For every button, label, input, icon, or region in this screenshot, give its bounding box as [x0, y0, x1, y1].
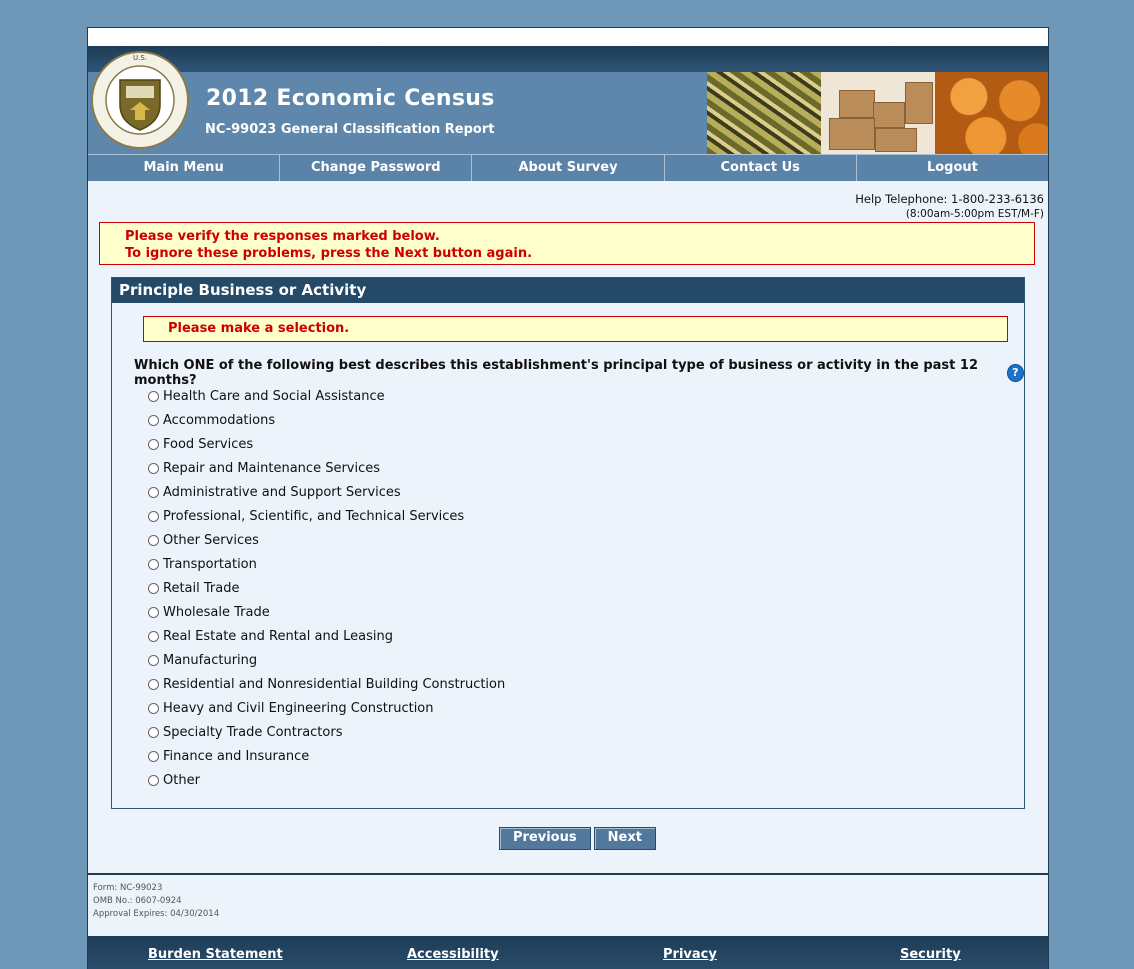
- radio-button[interactable]: [148, 511, 159, 522]
- radio-button[interactable]: [148, 679, 159, 690]
- option-label: Retail Trade: [163, 581, 240, 596]
- svg-text:U.S.: U.S.: [132, 54, 148, 62]
- oranges-photo: [935, 72, 1048, 154]
- footer-divider: [88, 873, 1048, 875]
- option-label: Specialty Trade Contractors: [163, 725, 343, 740]
- option-label: Residential and Nonresidential Building Construction: [163, 677, 506, 692]
- help-telephone-number: Help Telephone: 1-800-233-6136: [855, 192, 1044, 206]
- alert-line-1: Please verify the responses marked below.: [125, 229, 440, 244]
- question-panel: [111, 277, 1025, 809]
- option-real-estate[interactable]: [147, 629, 505, 653]
- nav-main-menu[interactable]: Main Menu: [88, 155, 280, 181]
- help-telephone: [855, 192, 1044, 220]
- panel-title: Principle Business or Activity: [112, 278, 1024, 303]
- radio-button[interactable]: [148, 607, 159, 618]
- verification-alert: [99, 222, 1035, 265]
- approval-expires: Approval Expires: 04/30/2014: [93, 909, 220, 919]
- option-label: Heavy and Civil Engineering Construction: [163, 701, 434, 716]
- omb-number: OMB No.: 0607-0924: [93, 896, 182, 906]
- help-icon[interactable]: ?: [1007, 364, 1024, 382]
- option-retail-trade[interactable]: [147, 581, 505, 605]
- page-container: [87, 27, 1049, 969]
- security-link[interactable]: Security: [900, 947, 961, 962]
- question-text: Which ONE of the following best describes this establishment's principal type of business or activity in the past 12 months?: [134, 358, 979, 388]
- option-accommodations[interactable]: [147, 413, 505, 437]
- form-info: [93, 882, 219, 921]
- option-specialty-trade[interactable]: [147, 725, 505, 749]
- radio-button[interactable]: [148, 463, 159, 474]
- nav-contact-us[interactable]: Contact Us: [665, 155, 857, 181]
- nav-logout[interactable]: Logout: [926, 160, 978, 175]
- next-button[interactable]: Next: [594, 827, 656, 850]
- radio-button[interactable]: [148, 775, 159, 786]
- option-administrative-support[interactable]: [147, 485, 505, 509]
- option-label: Other: [163, 773, 200, 788]
- option-label: Food Services: [163, 437, 254, 452]
- footer-links-bar: [88, 936, 1048, 969]
- option-label: Transportation: [163, 557, 257, 572]
- header-band: [88, 46, 1048, 72]
- option-wholesale-trade[interactable]: [147, 605, 505, 629]
- option-label: Finance and Insurance: [163, 749, 310, 764]
- report-subtitle: NC-99023 General Classification Report: [205, 122, 495, 137]
- option-label: Real Estate and Rental and Leasing: [163, 629, 393, 644]
- burden-statement-link[interactable]: Burden Statement: [148, 947, 283, 962]
- radio-button[interactable]: [148, 751, 159, 762]
- option-building-construction[interactable]: [147, 677, 505, 701]
- previous-button[interactable]: Previous: [499, 827, 591, 850]
- option-other-services[interactable]: [147, 533, 505, 557]
- radio-button[interactable]: [148, 655, 159, 666]
- form-buttons: [499, 827, 659, 850]
- nav-about-survey[interactable]: About Survey: [472, 155, 664, 181]
- option-heavy-civil-construction[interactable]: [147, 701, 505, 725]
- radio-button[interactable]: [148, 559, 159, 570]
- header-photos: [707, 72, 1048, 154]
- radio-button[interactable]: [148, 439, 159, 450]
- option-label: Other Services: [163, 533, 259, 548]
- option-finance-insurance[interactable]: [147, 749, 505, 773]
- accessibility-link[interactable]: Accessibility: [407, 947, 499, 962]
- option-other[interactable]: [147, 773, 505, 797]
- main-nav: [88, 154, 1048, 181]
- radio-button[interactable]: [148, 583, 159, 594]
- header: [88, 46, 1048, 154]
- alert-line-2: To ignore these problems, press the Next button again.: [125, 246, 533, 261]
- option-label: Manufacturing: [163, 653, 258, 668]
- app-title: 2012 Economic Census: [206, 86, 495, 111]
- radio-button[interactable]: [148, 727, 159, 738]
- bolts-photo: [707, 72, 821, 154]
- option-health-care[interactable]: [147, 389, 505, 413]
- option-transportation[interactable]: [147, 557, 505, 581]
- radio-button[interactable]: [148, 631, 159, 642]
- radio-button[interactable]: [148, 391, 159, 402]
- option-label: Accommodations: [163, 413, 276, 428]
- option-label: Administrative and Support Services: [163, 485, 401, 500]
- help-hours: (8:00am-5:00pm EST/M-F): [905, 208, 1044, 220]
- nav-change-password[interactable]: Change Password: [280, 155, 472, 181]
- selection-error: Please make a selection.: [143, 316, 1008, 342]
- option-label: Health Care and Social Assistance: [163, 389, 385, 404]
- option-manufacturing[interactable]: [147, 653, 505, 677]
- radio-button[interactable]: [148, 487, 159, 498]
- census-seal-logo: [90, 50, 190, 150]
- option-food-services[interactable]: [147, 437, 505, 461]
- option-professional-scientific[interactable]: [147, 509, 505, 533]
- option-repair-maintenance[interactable]: [147, 461, 505, 485]
- top-strip: [88, 28, 1048, 46]
- radio-button[interactable]: [148, 703, 159, 714]
- boxes-photo: [821, 72, 935, 154]
- options-list: [147, 389, 505, 797]
- radio-button[interactable]: [148, 415, 159, 426]
- form-number: Form: NC-99023: [93, 883, 163, 893]
- radio-button[interactable]: [148, 535, 159, 546]
- privacy-link[interactable]: Privacy: [663, 947, 717, 962]
- option-label: Wholesale Trade: [163, 605, 270, 620]
- option-label: Repair and Maintenance Services: [163, 461, 381, 476]
- option-label: Professional, Scientific, and Technical Services: [163, 509, 465, 524]
- question-row: [134, 358, 1024, 388]
